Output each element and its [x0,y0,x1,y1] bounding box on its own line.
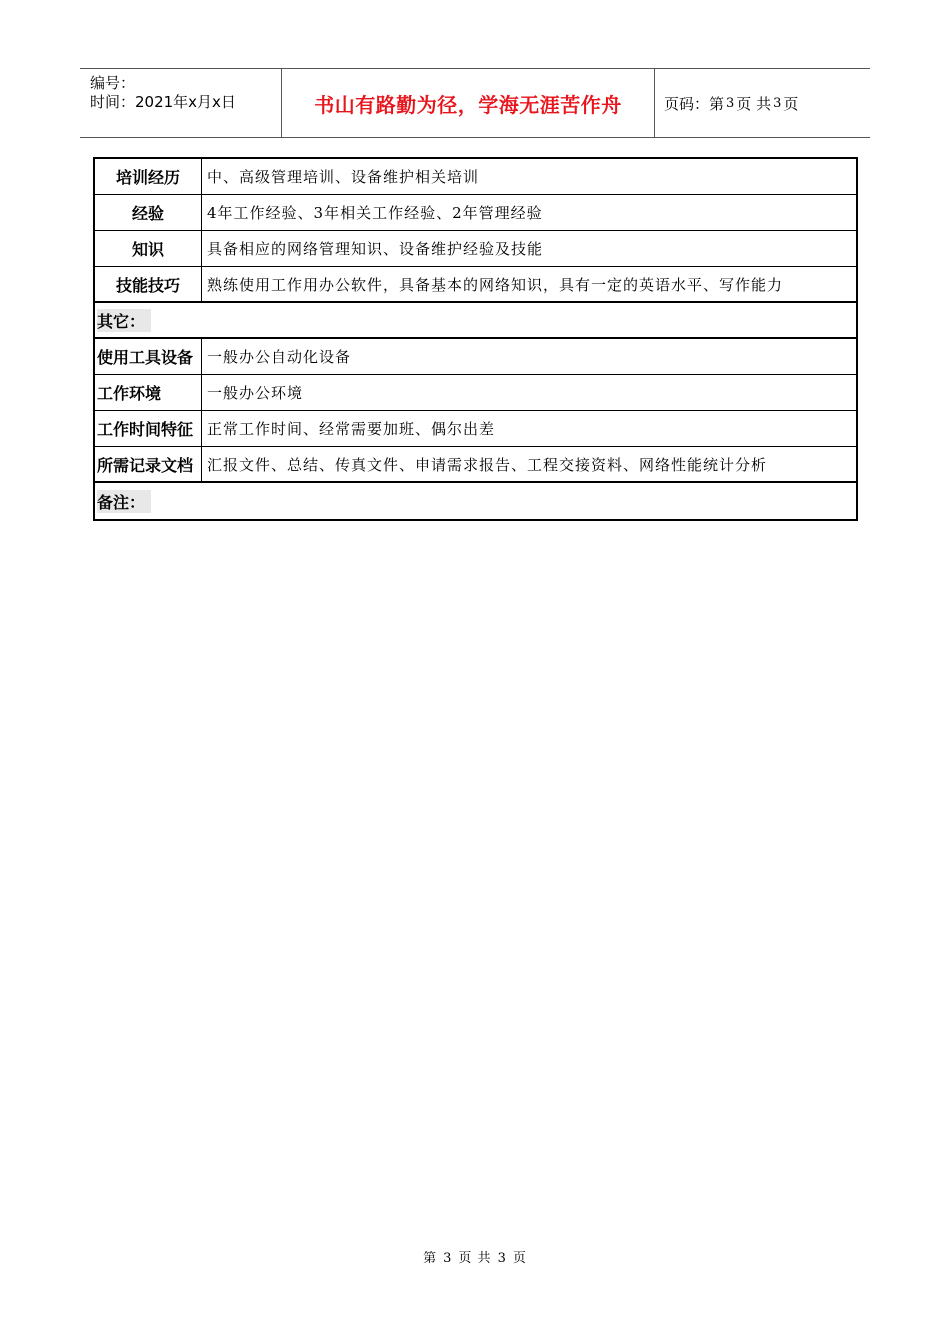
row-value: 中、高级管理培训、设备维护相关培训 [207,168,480,186]
table-row [95,375,856,411]
page-number: 3 [726,95,735,111]
row-label: 培训经历 [95,159,202,194]
table-row [95,231,856,267]
page-suffix: 页 [783,94,799,113]
row-value: 一般办公自动化设备 [207,348,352,366]
page-total: 3 [773,95,782,111]
header-motto-cell [281,69,655,137]
header-page-info [654,69,870,137]
page-header [80,68,870,138]
row-label: 使用工具设备 [95,339,202,374]
header-info [80,69,281,137]
page-mid: 页 共 [736,94,772,113]
remarks-label: 备注： [97,490,151,513]
remarks-section-row [95,483,856,519]
row-label: 所需记录文档 [95,447,202,481]
table-row [95,411,856,447]
page-footer [0,1247,950,1266]
footer-suffix: 页 [512,1251,527,1266]
footer-page: 3 [443,1251,453,1266]
other-section-row [95,303,856,339]
table-row [95,267,856,303]
table-row [95,339,856,375]
row-label: 工作时间特征 [95,411,202,446]
document-time: 时间：2021年x月x日 [90,93,236,111]
row-value: 正常工作时间、经常需要加班、偶尔出差 [207,420,496,438]
table-row [95,195,856,231]
row-label: 工作环境 [95,375,202,410]
remarks-section [95,483,856,519]
motto-text: 书山有路勤为径，学海无涯苦作舟 [314,92,622,117]
row-value: 汇报文件、总结、传真文件、申请需求报告、工程交接资料、网络性能统计分析 [207,455,768,474]
row-value: 4年工作经验、3年相关工作经验、2年管理经验 [207,204,543,222]
footer-prefix: 第 [423,1251,438,1266]
footer-total: 3 [497,1251,507,1266]
other-section [95,303,856,337]
document-number-label: 编号： [90,74,136,92]
row-label: 知识 [95,231,202,266]
other-label: 其它： [97,309,151,332]
row-value: 一般办公环境 [207,384,304,402]
row-value: 熟练使用工作用办公软件，具备基本的网络知识，具有一定的英语水平、写作能力 [207,275,784,294]
table-row [95,159,856,195]
row-label: 经验 [95,195,202,230]
row-label: 技能技巧 [95,267,202,301]
page-prefix: 页码：第 [664,94,725,113]
footer-mid: 页 共 [458,1251,492,1266]
job-description-table [93,157,858,521]
table-row [95,447,856,483]
row-value: 具备相应的网络管理知识、设备维护经验及技能 [207,240,544,258]
